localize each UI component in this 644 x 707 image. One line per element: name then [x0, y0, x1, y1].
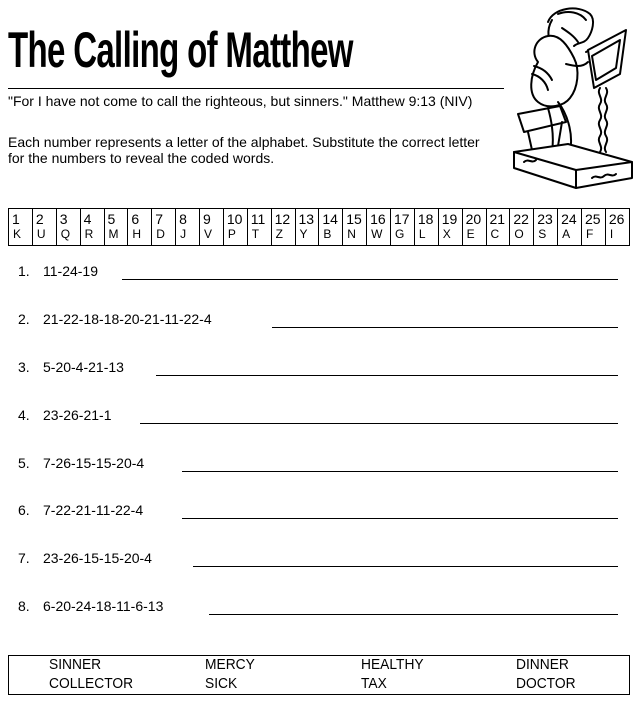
cipher-number: 12 [274, 211, 291, 227]
word-bank-word: SICK [205, 675, 238, 692]
cipher-number: 2 [35, 211, 44, 227]
cipher-number: 6 [131, 211, 140, 227]
puzzle-code: 5-20-4-21-13 [43, 359, 124, 375]
cipher-number: 16 [370, 211, 386, 227]
puzzle-number: 2. [18, 311, 30, 327]
cipher-key-cell [343, 209, 367, 246]
puzzle-item [18, 311, 618, 331]
cipher-key-cell [80, 209, 104, 246]
cipher-letter: V [204, 227, 213, 241]
cipher-key-table [8, 208, 630, 246]
cipher-letter: M [108, 227, 119, 241]
cipher-key-cell [510, 209, 534, 246]
cipher-key-row [9, 209, 630, 246]
cipher-number: 1 [12, 211, 20, 227]
answer-blank[interactable] [122, 279, 618, 280]
cipher-key-cell [247, 209, 271, 246]
word-bank-word: MERCY [205, 656, 255, 673]
puzzle-number: 4. [18, 407, 30, 423]
cipher-number: 10 [226, 211, 243, 227]
cipher-key-cell [438, 209, 462, 246]
cipher-number: 21 [489, 211, 506, 227]
scripture-quote: "For I have not come to call the righteous, but sinners." Matthew 9:13 (NIV) [8, 93, 473, 109]
cipher-letter: E [466, 227, 475, 241]
puzzle-number: 6. [18, 502, 30, 518]
cipher-number: 25 [585, 211, 601, 227]
cipher-key-cell [56, 209, 80, 246]
word-bank-word: SINNER [49, 656, 102, 673]
cipher-number: 8 [179, 211, 187, 227]
cipher-number: 19 [441, 211, 458, 227]
cipher-number: 14 [322, 211, 338, 227]
cipher-key-cell [534, 209, 558, 246]
cipher-number: 4 [83, 211, 92, 227]
cipher-number: 9 [203, 211, 211, 227]
cipher-key-cell [582, 209, 606, 246]
cipher-letter: U [36, 227, 46, 241]
cipher-letter: R [84, 227, 94, 241]
puzzle-item [18, 407, 618, 427]
cipher-letter: C [490, 227, 500, 241]
cipher-letter: T [251, 227, 260, 241]
cipher-number: 5 [107, 211, 116, 227]
cipher-key-cell [104, 209, 128, 246]
cipher-number: 24 [561, 211, 577, 227]
cipher-letter: H [132, 227, 142, 241]
cipher-key-cell [295, 209, 319, 246]
puzzle-item [18, 502, 618, 522]
cipher-letter: F [586, 227, 594, 241]
puzzle-item [18, 598, 618, 618]
puzzle-code: 7-26-15-15-20-4 [43, 455, 145, 471]
answer-blank[interactable] [140, 423, 618, 424]
word-bank [8, 655, 630, 695]
cipher-letter: X [442, 227, 451, 241]
cipher-letter: W [371, 227, 383, 241]
puzzle-code: 23-26-21-1 [43, 407, 112, 423]
answer-blank[interactable] [156, 375, 618, 376]
cipher-key-cell [200, 209, 224, 246]
cipher-number: 7 [155, 211, 164, 227]
cipher-letter: Q [60, 227, 71, 241]
cipher-letter: G [395, 227, 405, 241]
answer-blank[interactable] [182, 518, 618, 519]
page-title: The Calling of Matthew [8, 22, 353, 78]
instructions: Each number represents a letter of the alphabet. Substitute the correct letter for the numbers to reveal the coded words. [8, 134, 480, 166]
cipher-number: 15 [346, 211, 362, 227]
puzzle-item [18, 263, 618, 283]
answer-blank[interactable] [182, 471, 618, 472]
puzzle-number: 1. [18, 263, 30, 279]
cipher-key-cell [223, 209, 247, 246]
puzzle-item [18, 550, 618, 570]
cipher-number: 17 [394, 211, 410, 227]
cipher-number: 11 [250, 211, 266, 227]
word-bank-word: TAX [361, 675, 387, 692]
cipher-letter: J [180, 227, 187, 241]
cipher-letter: K [13, 227, 22, 241]
answer-blank[interactable] [209, 614, 618, 615]
answer-blank[interactable] [193, 566, 618, 567]
puzzle-code: 23-26-15-15-20-4 [43, 550, 152, 566]
cipher-key-cell [271, 209, 295, 246]
puzzle-item [18, 455, 618, 475]
cipher-key-cell [319, 209, 343, 246]
cipher-letter: I [609, 227, 614, 241]
word-bank-word: DOCTOR [516, 675, 576, 692]
word-bank-word: DINNER [516, 656, 569, 673]
cipher-letter: A [562, 227, 571, 241]
puzzle-code: 7-22-21-11-22-4 [43, 502, 144, 518]
cipher-key-cell [152, 209, 176, 246]
cipher-number: 26 [608, 211, 625, 227]
matthew-writing-scroll-icon [508, 2, 638, 192]
cipher-letter: B [323, 227, 332, 241]
puzzle-number: 3. [18, 359, 30, 375]
title-divider [8, 88, 504, 89]
cipher-key-cell [558, 209, 582, 246]
cipher-key-cell [462, 209, 486, 246]
cipher-key-cell [391, 209, 415, 246]
cipher-key-cell [128, 209, 152, 246]
cipher-letter: D [156, 227, 165, 241]
puzzle-code: 21-22-18-18-20-21-11-22-4 [43, 311, 212, 327]
cipher-letter: L [418, 227, 426, 241]
cipher-key-cell [32, 209, 56, 246]
cipher-number: 13 [298, 211, 315, 227]
cipher-key-cell [605, 209, 629, 246]
word-bank-word: HEALTHY [361, 656, 424, 673]
cipher-letter: S [538, 227, 547, 241]
cipher-number: 20 [465, 211, 482, 227]
cipher-number: 18 [417, 211, 434, 227]
cipher-key-cell [367, 209, 391, 246]
cipher-key-cell [9, 209, 33, 246]
cipher-number: 23 [537, 211, 553, 227]
answer-blank[interactable] [272, 327, 618, 328]
word-bank-word: COLLECTOR [49, 675, 134, 692]
cipher-letter: Y [299, 227, 308, 241]
cipher-key-cell [486, 209, 510, 246]
puzzle-code: 6-20-24-18-11-6-13 [43, 598, 164, 614]
puzzle-number: 7. [18, 550, 30, 566]
cipher-number: 3 [59, 211, 68, 227]
cipher-letter: Z [275, 227, 283, 241]
cipher-key-cell [176, 209, 200, 246]
puzzle-item [18, 359, 618, 379]
cipher-number: 22 [513, 211, 529, 227]
puzzle-number: 5. [18, 455, 30, 471]
cipher-letter: N [347, 227, 356, 241]
cipher-letter: O [514, 227, 524, 241]
puzzle-number: 8. [18, 598, 30, 614]
cipher-key-cell [414, 209, 438, 246]
puzzle-code: 11-24-19 [43, 263, 99, 279]
cipher-letter: P [227, 227, 236, 241]
